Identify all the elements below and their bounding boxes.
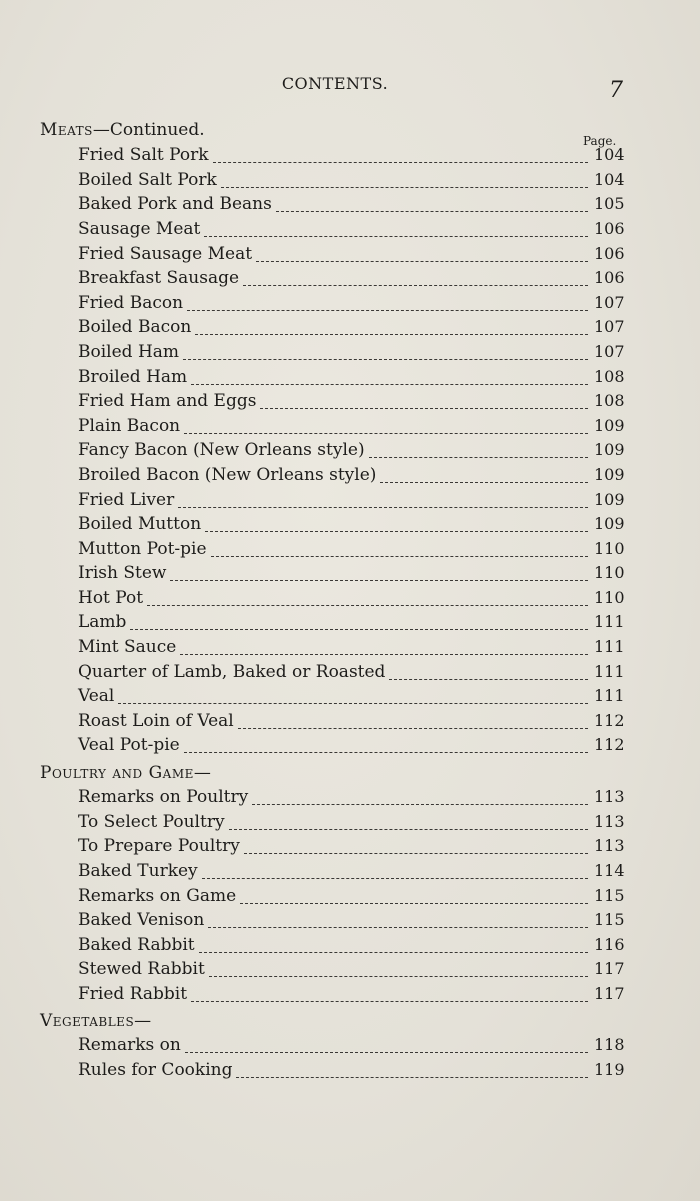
toc-entry: Roast Loin of Veal 112 (78, 711, 625, 731)
toc-entry: Veal 111 (78, 686, 625, 706)
toc-entry: Fried Liver 109 (78, 490, 625, 510)
toc-entry: Broiled Ham 108 (78, 367, 625, 387)
toc-entry: Sausage Meat 106 (78, 219, 625, 239)
toc-entry: Lamb 111 (78, 612, 625, 632)
dot-leader (252, 797, 588, 805)
running-title: CONTENTS. (281, 74, 389, 93)
toc-entry: Remarks on Game 115 (78, 886, 625, 906)
toc-entry: Fried Rabbit 117 (78, 984, 625, 1004)
dot-leader (260, 401, 588, 409)
dot-leader (170, 573, 588, 581)
toc-entry: Boiled Bacon 107 (78, 317, 625, 337)
page-number: 7 (609, 78, 623, 103)
section-heading-poultry-and-game: Poultry and Game— (40, 763, 211, 783)
dot-leader (202, 871, 588, 879)
section-heading-meats: Meats—Continued. (40, 120, 205, 140)
toc-entry: To Prepare Poultry 113 (78, 836, 625, 856)
dot-leader (244, 846, 588, 854)
dot-leader (240, 896, 588, 904)
dot-leader (118, 696, 588, 704)
dot-leader (195, 327, 588, 335)
dot-leader (238, 721, 588, 729)
toc-entry: Stewed Rabbit 117 (78, 959, 625, 979)
toc-entry: Fried Sausage Meat 106 (78, 244, 625, 264)
toc-entry: Baked Rabbit 116 (78, 935, 625, 955)
dot-leader (180, 647, 588, 655)
toc-entry: Veal Pot-pie 112 (78, 735, 625, 755)
dot-leader (187, 303, 588, 311)
toc-entry: Quarter of Lamb, Baked or Roasted 111 (78, 662, 625, 682)
dot-leader (276, 204, 588, 212)
toc-entry: Breakfast Sausage 106 (78, 268, 625, 288)
dot-leader (208, 920, 588, 928)
dot-leader (147, 598, 588, 606)
dot-leader (130, 622, 588, 630)
dot-leader (380, 475, 588, 483)
toc-entry: Fried Salt Pork 104 (78, 145, 625, 165)
dot-leader (389, 672, 588, 680)
dot-leader (209, 969, 588, 977)
toc-entry: Remarks on 118 (78, 1035, 625, 1055)
section-heading-vegetables: Vegetables— (40, 1011, 152, 1031)
toc-entry: Fried Ham and Eggs 108 (78, 391, 625, 411)
toc-entry: Mint Sauce 111 (78, 637, 625, 657)
toc-entry: To Select Poultry 113 (78, 812, 625, 832)
toc-entry: Broiled Bacon (New Orleans style) 109 (78, 465, 625, 485)
toc-entry: Boiled Ham 107 (78, 342, 625, 362)
dot-leader (205, 524, 588, 532)
toc-entry: Hot Pot 110 (78, 588, 625, 608)
dot-leader (191, 377, 588, 385)
dot-leader (256, 254, 588, 262)
dot-leader (221, 180, 588, 188)
dot-leader (211, 549, 588, 557)
dot-leader (185, 1045, 588, 1053)
toc-entry: Mutton Pot-pie 110 (78, 539, 625, 559)
dot-leader (178, 500, 588, 508)
toc-entry: Baked Pork and Beans 105 (78, 194, 625, 214)
toc-entry: Rules for Cooking 119 (78, 1060, 625, 1080)
toc-entry: Boiled Mutton 109 (78, 514, 625, 534)
dot-leader (184, 426, 588, 434)
dot-leader (213, 155, 588, 163)
toc-entry: Baked Venison 115 (78, 910, 625, 930)
toc-entry: Fried Bacon 107 (78, 293, 625, 313)
dot-leader (191, 994, 588, 1002)
dot-leader (204, 229, 588, 237)
toc-entry: Fancy Bacon (New Orleans style) 109 (78, 440, 625, 460)
dot-leader (183, 352, 588, 360)
dot-leader (236, 1070, 588, 1078)
toc-entry: Remarks on Poultry 113 (78, 787, 625, 807)
toc-entry: Irish Stew 110 (78, 563, 625, 583)
toc-entry: Boiled Salt Pork 104 (78, 170, 625, 190)
dot-leader (369, 450, 588, 458)
dot-leader (199, 945, 588, 953)
toc-entry: Plain Bacon 109 (78, 416, 625, 436)
dot-leader (184, 745, 588, 753)
dot-leader (229, 822, 588, 830)
dot-leader (243, 278, 588, 286)
page-column-header: Page. (583, 134, 617, 148)
toc-entry: Baked Turkey 114 (78, 861, 625, 881)
